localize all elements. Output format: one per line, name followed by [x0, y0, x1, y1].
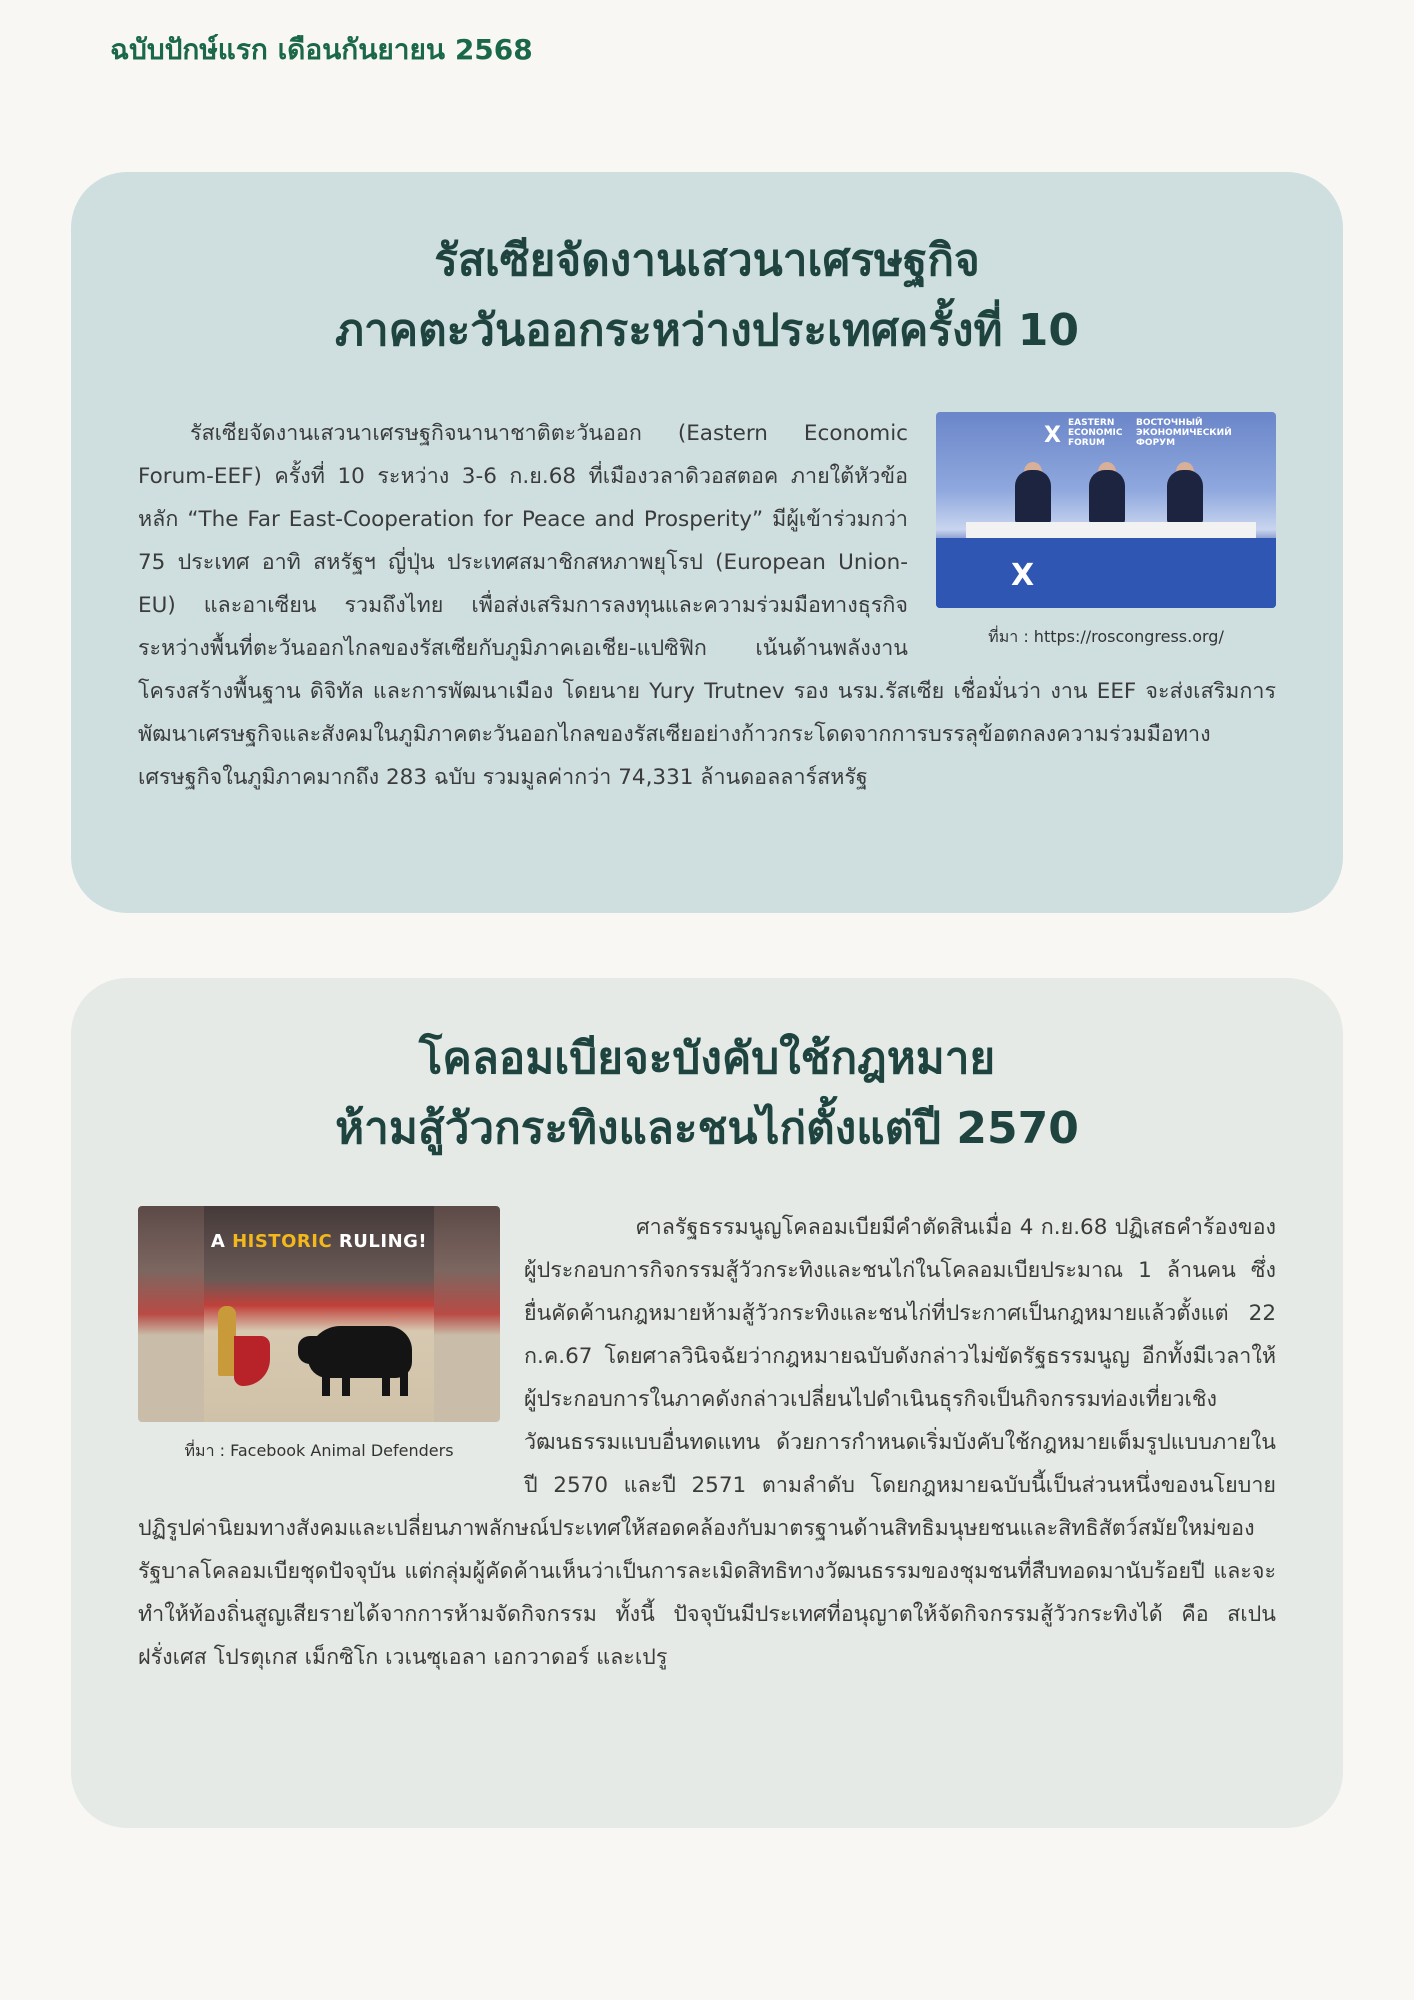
- article-colombia-caption: ที่มา : Facebook Animal Defenders: [184, 1441, 454, 1460]
- article-eef-title-line2: ภาคตะวันออกระหว่างประเทศครั้งที่ 10: [334, 305, 1080, 356]
- eef-banner-text: EASTERN ECONOMIC FORUM: [1068, 418, 1123, 448]
- bull-leg: [400, 1372, 408, 1396]
- article-colombia-body: ศาลรัฐธรรมนูญโคลอมเบียมีคำตัดสินเมื่อ 4 ก.ย.68 ปฏิเสธคำร้องของผู้ประกอบการกิจกรรมสู้วัวกระทิงและชนไก่ในโคลอมเบียประมาณ 1 ล้านคน ซึ่งยื่นคัดค้านกฎหมายห้ามสู้วัวกระทิงและชนไก่ที่ประกาศเป็นกฎหมายแล้วตั้งแต่ 22 ก.ค.67 โดยศาลวินิจฉัยว่ากฎหมายฉบับดังกล่าวไม่ขัดรัฐธรรมนูญ อีกทั้งมีเวลาให้ผู้ประกอบการในภาคดังกล่าวเปลี่ยนไปดำเนินธุรกิจเป็นกิจกรรมท่องเที่ยวเชิงวัฒนธรรมแบบอื่นทดแทน ด้วยการกำหนดเริ่มบังคับใช้กฎหมายเต็มรูปแบบภายในปี 2570 และปี 2571 ตามลำดับ โดยกฎหมายฉบับนี้เป็นส่วนหนึ่งของนโยบายปฏิรูปค่านิยมทางสังคมและเปลี่ยนภาพลักษณ์ประเทศให้สอดคล้องกับมาตรฐานด้านสิทธิมนุษยชนและสิทธิสัตว์สมัยใหม่ของรัฐบาลโคลอมเบียชุดปัจจุบัน แต่กลุ่มผู้คัดค้านเห็นว่าเป็นการละเมิดสิทธิทางวัฒนธรรมของชุมชนที่สืบทอดมานับร้อยปี และจะทำให้ท้องถิ่นสูญเสียรายได้จากการห้ามจัดกิจกรรม ทั้งนี้ ปัจจุบันมีประเทศที่อนุญาตให้จัดกิจกรรมสู้วัวกระทิงได้ คือ สเปน ฝรั่งเศส โปรตุเกส เม็กซิโก เวเนซุเอลา เอกวาดอร์ และเปรู: [138, 1215, 1276, 1670]
- bullfight-photo: [138, 1206, 500, 1422]
- headline-highlight: HISTORIC: [232, 1231, 333, 1252]
- article-colombia-title-line2: ห้ามสู้วัวกระทิงและชนไก่ตั้งแต่ปี 2570: [335, 1103, 1079, 1154]
- stage-table: [966, 522, 1256, 538]
- speaker-icon: [1167, 470, 1203, 524]
- article-colombia-title-line1: โคลอมเบียจะบังคับใช้กฎหมาย: [418, 1033, 996, 1084]
- article-colombia-figure: [138, 1206, 500, 1462]
- article-colombia-title: [138, 978, 1276, 1164]
- bull-leg: [342, 1372, 350, 1396]
- speaker-icon: [1015, 470, 1051, 524]
- eef-forum-photo: [936, 412, 1276, 608]
- eef-logo-large-icon: X: [1011, 558, 1035, 593]
- article-eef-body: รัสเซียจัดงานเสวนาเศรษฐกิจนานาชาติตะวันออก (Eastern Economic Forum-EEF) ครั้งที่ 10 ระหว่าง 3-6 ก.ย.68 ที่เมืองวลาดิวอสตอค ภายใต้หัวข้อหลัก “The Far East-Cooperation for Peace and Prosperity” มีผู้เข้าร่วมกว่า 75 ประเทศ อาทิ สหรัฐฯ ญี่ปุ่น ประเทศสมาชิกสหภาพยุโรป (European Union-EU) และอาเซียน รวมถึงไทย เพื่อส่งเสริมการลงทุนและความร่วมมือทางธุรกิจระหว่างพื้นที่ตะวันออกไกลของรัสเซียกับภูมิภาคเอเชีย-แปซิฟิก เน้นด้านพลังงาน โครงสร้างพื้นฐาน ดิจิทัล และการพัฒนาเมือง โดยนาย Yury Trutnev รอง นรม.รัสเซีย เชื่อมั่นว่า งาน EEF จะส่งเสริมการพัฒนาเศรษฐกิจและสังคมในภูมิภาคตะวันออกไกลของรัสเซียอย่างก้าวกระโดดจากการบรรลุข้อตกลงความร่วมมือทางเศรษฐกิจในภูมิภาคมากถึง 283 ฉบับ รวมมูลค่ากว่า 74,331 ล้านดอลลาร์สหรัฐ: [138, 421, 1276, 790]
- article-colombia-card: [71, 978, 1343, 1828]
- eef-banner-text-ru: ВОСТОЧНЫЙ ЭКОНОМИЧЕСКИЙ ФОРУМ: [1136, 418, 1232, 448]
- headline-part-a: A: [210, 1231, 233, 1252]
- bull-head-icon: [298, 1336, 328, 1364]
- stage-front-panel: [936, 538, 1276, 608]
- speaker-icon: [1089, 470, 1125, 524]
- eef-logo-icon: X: [1044, 423, 1061, 448]
- article-eef-title: [138, 172, 1276, 366]
- bull-leg: [382, 1372, 390, 1396]
- article-eef-caption: ที่มา : https://roscongress.org/: [988, 627, 1224, 646]
- headline-part-b: RULING!: [332, 1231, 428, 1252]
- article-eef-title-line1: รัสเซียจัดงานเสวนาเศรษฐกิจ: [434, 235, 980, 286]
- article-colombia-body-wrap: [138, 1206, 1276, 1679]
- article-eef-figure: [936, 412, 1276, 648]
- article-eef-body-wrap: [138, 412, 1276, 799]
- issue-label: ฉบับปักษ์แรก เดือนกันยายน 2568: [110, 33, 533, 66]
- photo-headline: [138, 1220, 500, 1263]
- bull-leg: [322, 1372, 330, 1396]
- article-eef-card: [71, 172, 1343, 913]
